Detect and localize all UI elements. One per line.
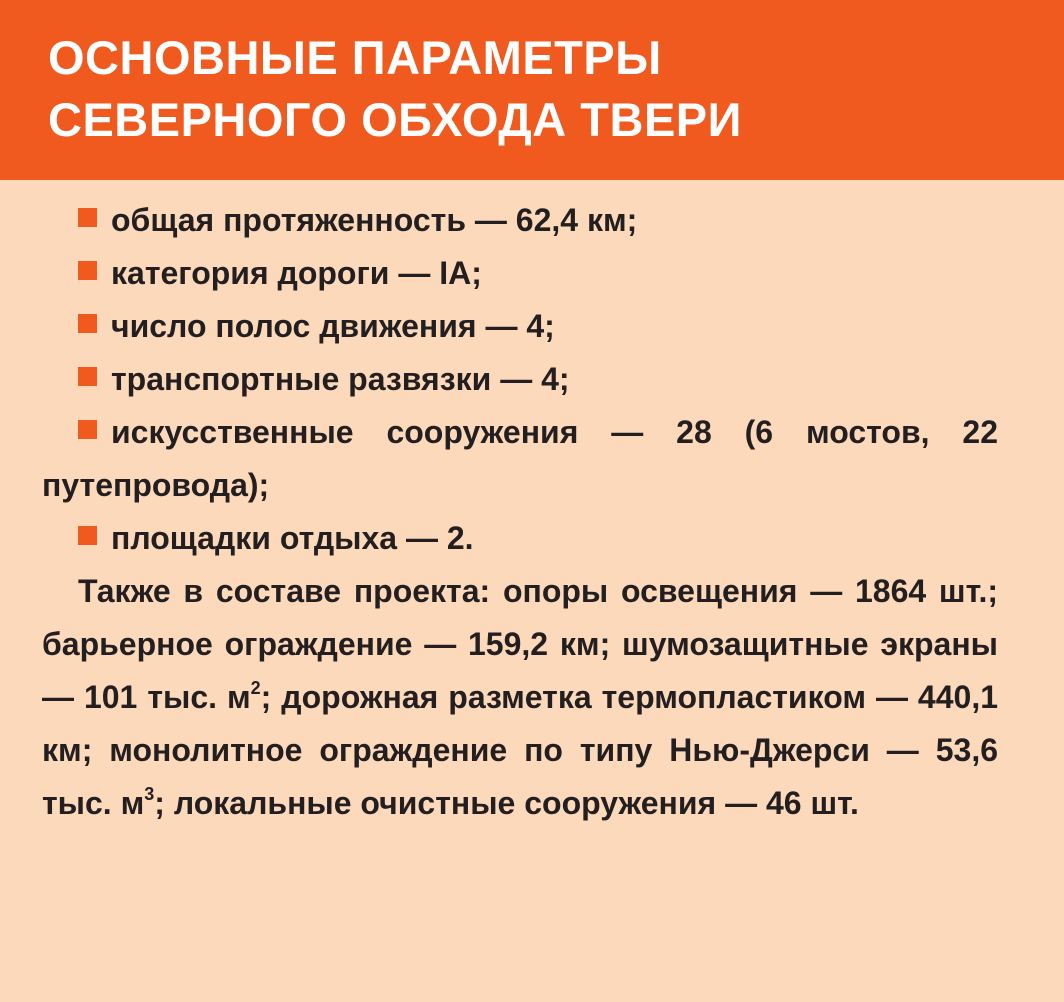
list-item-text: категория дороги — IА; bbox=[111, 255, 482, 291]
extra-text-part-1: Также в составе проекта: опоры освещения — 1864 шт.; барьерное ограждение — 159,2 км; шумозащитные экраны — 101 тыс. м bbox=[42, 573, 998, 715]
list-item-text: число полос движения — 4; bbox=[111, 308, 555, 344]
project-extra-paragraph bbox=[42, 565, 998, 830]
square-bullet-icon bbox=[78, 314, 97, 333]
list-item bbox=[42, 353, 998, 406]
list-item bbox=[42, 300, 998, 353]
square-bullet-icon bbox=[78, 367, 97, 386]
parameters-list bbox=[42, 194, 998, 565]
header-banner bbox=[0, 0, 1064, 180]
content-body bbox=[0, 180, 1064, 830]
list-item-text: площадки отдыха — 2. bbox=[111, 520, 474, 556]
extra-text-part-3: ; локальные очистные сооружения — 46 шт. bbox=[154, 785, 859, 821]
list-item-text: искусственные сооружения — 28 (6 мостов, 22 путепровода); bbox=[42, 414, 998, 503]
list-item bbox=[42, 512, 998, 565]
list-item-text: транспортные развязки — 4; bbox=[111, 361, 570, 397]
title-line-1: ОСНОВНЫЕ ПАРАМЕТРЫ bbox=[48, 31, 662, 84]
superscript-square: 2 bbox=[250, 678, 261, 698]
list-item-text: общая протяженность — 62,4 км; bbox=[111, 202, 638, 238]
title-line-2: СЕВЕРНОГО ОБХОДА ТВЕРИ bbox=[48, 93, 742, 146]
list-item bbox=[42, 247, 998, 300]
extra-text-part-2: ; дорожная разметка термопластиком — 440,1 км; монолитное ограждение по типу Нью-Джерси — 53,6 тыс. м bbox=[42, 679, 999, 821]
square-bullet-icon bbox=[78, 526, 97, 545]
list-item bbox=[42, 194, 998, 247]
list-item bbox=[42, 406, 998, 512]
square-bullet-icon bbox=[78, 261, 97, 280]
superscript-cubic: 3 bbox=[144, 784, 155, 804]
square-bullet-icon bbox=[78, 420, 97, 439]
square-bullet-icon bbox=[78, 208, 97, 227]
